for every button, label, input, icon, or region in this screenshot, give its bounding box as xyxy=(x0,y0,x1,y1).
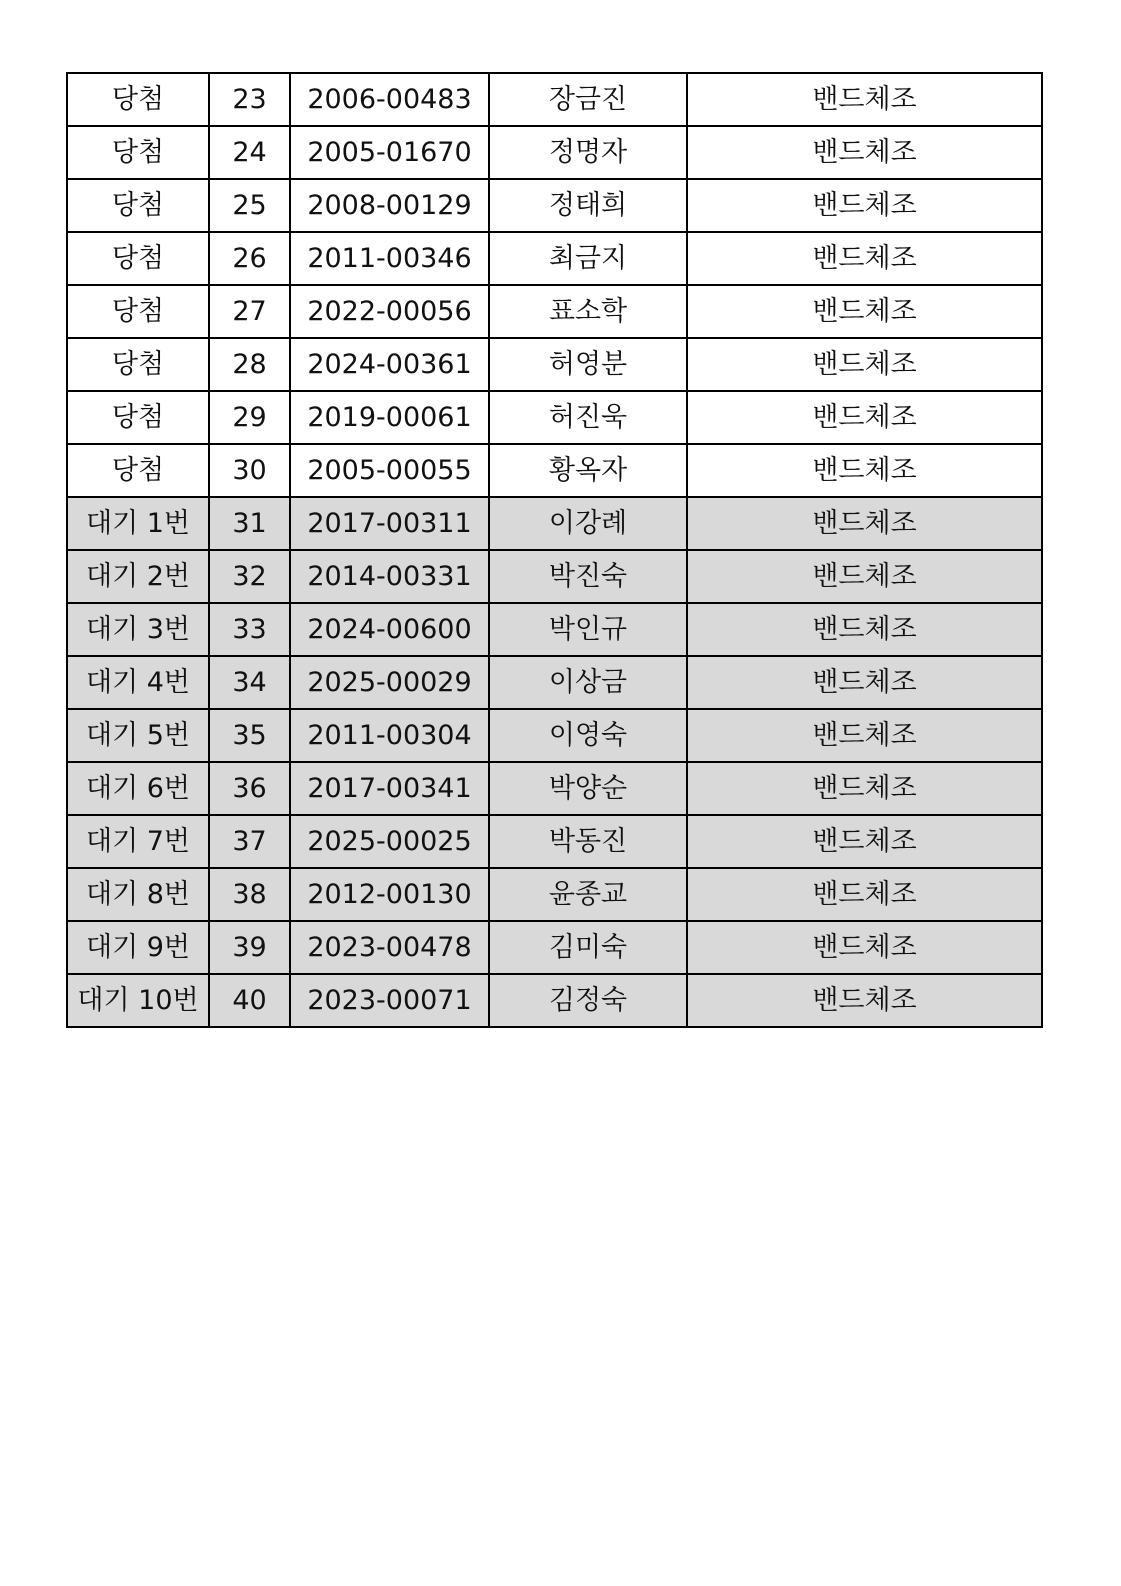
status-cell: 당첨 xyxy=(67,73,209,126)
number-cell: 26 xyxy=(209,232,290,285)
status-cell: 당첨 xyxy=(67,285,209,338)
results-table-body xyxy=(67,73,1042,1027)
program-cell: 밴드체조 xyxy=(687,603,1042,656)
program-cell: 밴드체조 xyxy=(687,73,1042,126)
program-cell: 밴드체조 xyxy=(687,179,1042,232)
name-cell: 장금진 xyxy=(489,73,687,126)
number-cell: 27 xyxy=(209,285,290,338)
waitlist-row xyxy=(67,815,1042,868)
waitlist-row xyxy=(67,709,1042,762)
waitlist-row xyxy=(67,603,1042,656)
table-row xyxy=(67,73,1042,126)
program-cell: 밴드체조 xyxy=(687,444,1042,497)
status-cell: 대기 4번 xyxy=(67,656,209,709)
registration-number-cell: 2012-00130 xyxy=(290,868,489,921)
number-cell: 23 xyxy=(209,73,290,126)
number-cell: 36 xyxy=(209,762,290,815)
status-cell: 대기 5번 xyxy=(67,709,209,762)
name-cell: 정명자 xyxy=(489,126,687,179)
name-cell: 허영분 xyxy=(489,338,687,391)
status-cell: 대기 6번 xyxy=(67,762,209,815)
name-cell: 이영숙 xyxy=(489,709,687,762)
number-cell: 34 xyxy=(209,656,290,709)
program-cell: 밴드체조 xyxy=(687,391,1042,444)
name-cell: 윤종교 xyxy=(489,868,687,921)
name-cell: 정태희 xyxy=(489,179,687,232)
name-cell: 김미숙 xyxy=(489,921,687,974)
number-cell: 38 xyxy=(209,868,290,921)
number-cell: 39 xyxy=(209,921,290,974)
number-cell: 25 xyxy=(209,179,290,232)
program-cell: 밴드체조 xyxy=(687,338,1042,391)
program-cell: 밴드체조 xyxy=(687,762,1042,815)
name-cell: 김정숙 xyxy=(489,974,687,1027)
table-row xyxy=(67,126,1042,179)
number-cell: 33 xyxy=(209,603,290,656)
status-cell: 당첨 xyxy=(67,444,209,497)
number-cell: 24 xyxy=(209,126,290,179)
status-cell: 대기 2번 xyxy=(67,550,209,603)
program-cell: 밴드체조 xyxy=(687,656,1042,709)
registration-number-cell: 2023-00071 xyxy=(290,974,489,1027)
registration-number-cell: 2005-00055 xyxy=(290,444,489,497)
name-cell: 최금지 xyxy=(489,232,687,285)
program-cell: 밴드체조 xyxy=(687,921,1042,974)
waitlist-row xyxy=(67,868,1042,921)
status-cell: 당첨 xyxy=(67,179,209,232)
registration-number-cell: 2019-00061 xyxy=(290,391,489,444)
table-row xyxy=(67,444,1042,497)
name-cell: 박동진 xyxy=(489,815,687,868)
waitlist-row xyxy=(67,974,1042,1027)
name-cell: 이강례 xyxy=(489,497,687,550)
registration-number-cell: 2017-00341 xyxy=(290,762,489,815)
name-cell: 이상금 xyxy=(489,656,687,709)
number-cell: 37 xyxy=(209,815,290,868)
status-cell: 대기 1번 xyxy=(67,497,209,550)
registration-number-cell: 2014-00331 xyxy=(290,550,489,603)
program-cell: 밴드체조 xyxy=(687,815,1042,868)
program-cell: 밴드체조 xyxy=(687,974,1042,1027)
registration-number-cell: 2024-00600 xyxy=(290,603,489,656)
program-cell: 밴드체조 xyxy=(687,232,1042,285)
waitlist-row xyxy=(67,656,1042,709)
name-cell: 표소학 xyxy=(489,285,687,338)
registration-number-cell: 2006-00483 xyxy=(290,73,489,126)
number-cell: 30 xyxy=(209,444,290,497)
number-cell: 31 xyxy=(209,497,290,550)
registration-number-cell: 2011-00346 xyxy=(290,232,489,285)
program-cell: 밴드체조 xyxy=(687,285,1042,338)
name-cell: 박진숙 xyxy=(489,550,687,603)
status-cell: 대기 10번 xyxy=(67,974,209,1027)
name-cell: 박양순 xyxy=(489,762,687,815)
waitlist-row xyxy=(67,550,1042,603)
status-cell: 대기 9번 xyxy=(67,921,209,974)
table-row xyxy=(67,338,1042,391)
registration-number-cell: 2022-00056 xyxy=(290,285,489,338)
waitlist-row xyxy=(67,497,1042,550)
status-cell: 대기 3번 xyxy=(67,603,209,656)
registration-number-cell: 2024-00361 xyxy=(290,338,489,391)
registration-number-cell: 2017-00311 xyxy=(290,497,489,550)
waitlist-row xyxy=(67,921,1042,974)
name-cell: 박인규 xyxy=(489,603,687,656)
status-cell: 당첨 xyxy=(67,391,209,444)
status-cell: 당첨 xyxy=(67,126,209,179)
table-row xyxy=(67,285,1042,338)
number-cell: 40 xyxy=(209,974,290,1027)
registration-number-cell: 2005-01670 xyxy=(290,126,489,179)
registration-number-cell: 2023-00478 xyxy=(290,921,489,974)
registration-number-cell: 2008-00129 xyxy=(290,179,489,232)
registration-number-cell: 2025-00025 xyxy=(290,815,489,868)
registration-number-cell: 2025-00029 xyxy=(290,656,489,709)
results-table xyxy=(66,72,1043,1028)
number-cell: 35 xyxy=(209,709,290,762)
table-row xyxy=(67,179,1042,232)
registration-number-cell: 2011-00304 xyxy=(290,709,489,762)
status-cell: 대기 8번 xyxy=(67,868,209,921)
number-cell: 28 xyxy=(209,338,290,391)
program-cell: 밴드체조 xyxy=(687,550,1042,603)
program-cell: 밴드체조 xyxy=(687,497,1042,550)
status-cell: 대기 7번 xyxy=(67,815,209,868)
program-cell: 밴드체조 xyxy=(687,126,1042,179)
waitlist-row xyxy=(67,762,1042,815)
table-row xyxy=(67,391,1042,444)
status-cell: 당첨 xyxy=(67,232,209,285)
name-cell: 허진욱 xyxy=(489,391,687,444)
name-cell: 황옥자 xyxy=(489,444,687,497)
program-cell: 밴드체조 xyxy=(687,709,1042,762)
number-cell: 32 xyxy=(209,550,290,603)
table-row xyxy=(67,232,1042,285)
status-cell: 당첨 xyxy=(67,338,209,391)
program-cell: 밴드체조 xyxy=(687,868,1042,921)
number-cell: 29 xyxy=(209,391,290,444)
